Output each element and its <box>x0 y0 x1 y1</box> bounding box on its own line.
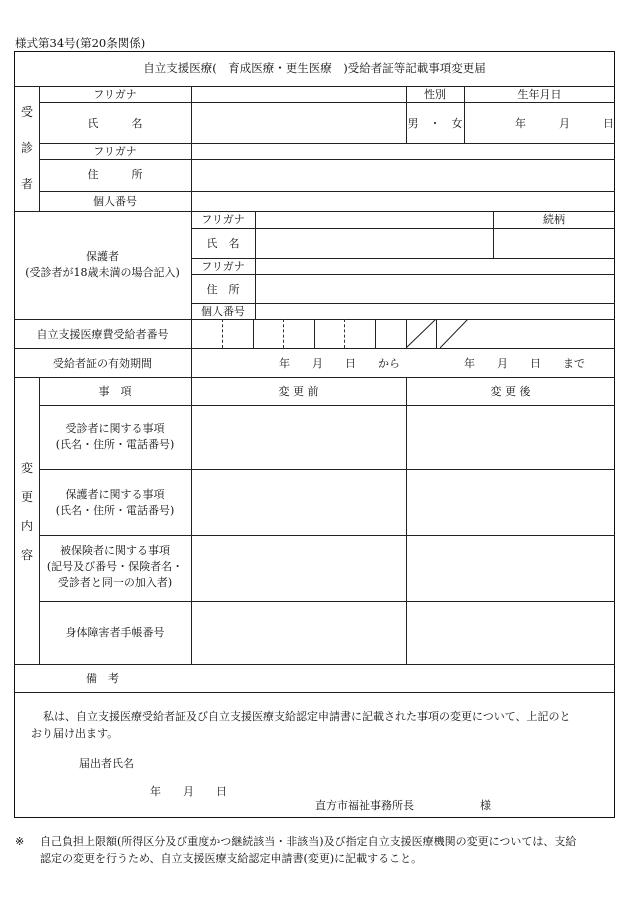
guardian-address-input[interactable] <box>256 275 614 303</box>
patient-address-input[interactable] <box>192 160 614 191</box>
guardian-name-label: 氏 名 <box>206 237 240 250</box>
sex-label: 性別 <box>424 88 446 101</box>
section-char: 診 <box>20 141 33 155</box>
validity-label: 受給者証の有効期間 <box>53 357 152 370</box>
guardian-name-input[interactable] <box>256 229 492 258</box>
section-char: 容 <box>20 548 33 562</box>
section-char: 変 <box>20 461 33 475</box>
submit-date[interactable]: 年 月 日 <box>150 785 227 798</box>
footnote-line2: 認定の変更を行うため、自立支援医療支給認定申請書(変更)に記載すること。 <box>40 852 423 865</box>
change-after-input[interactable] <box>407 406 614 469</box>
change-row-label: 身体障害者手帳番号 <box>65 626 165 639</box>
patient-furigana2-label: フリガナ <box>93 145 137 158</box>
change-after-input[interactable] <box>407 536 614 601</box>
guardian-furigana2-label: フリガナ <box>201 260 245 273</box>
submitter-name-input[interactable] <box>150 752 450 772</box>
section-char: 受 <box>20 105 33 119</box>
change-before-input[interactable] <box>192 602 405 664</box>
guardian-id-label: 個人番号 <box>201 305 245 318</box>
section-char: 者 <box>20 177 33 191</box>
change-after-input[interactable] <box>407 602 614 664</box>
change-row-label: 受診者に関する事項 <box>65 422 165 435</box>
remarks-label: 備 考 <box>86 672 119 685</box>
rule <box>39 377 40 664</box>
rule <box>14 377 615 378</box>
patient-id-input[interactable] <box>192 192 614 211</box>
patient-name-label: 氏 名 <box>87 117 143 130</box>
change-before-input[interactable] <box>192 406 405 469</box>
patient-address-label: 住 所 <box>87 168 143 181</box>
change-before-input[interactable] <box>192 536 405 601</box>
sex-options[interactable]: 男 ・ 女 <box>407 117 463 130</box>
change-row-label: 保護者に関する事項 <box>65 488 165 501</box>
declaration-line2: おり届け出ます。 <box>31 727 119 740</box>
col-after-header: 変 更 後 <box>490 385 531 398</box>
guardian-label: 保護者 <box>86 250 119 263</box>
patient-section-label <box>20 106 34 190</box>
change-row-label: 被保険者に関する事項 <box>60 544 170 557</box>
patient-id-label: 個人番号 <box>93 195 137 208</box>
footnote-mark: ※ <box>15 835 25 848</box>
remarks-input[interactable] <box>192 665 614 692</box>
change-before-input[interactable] <box>192 470 405 535</box>
slash-mark <box>440 319 615 349</box>
patient-furigana-input[interactable] <box>192 87 405 102</box>
patient-furigana-label: フリガナ <box>93 88 137 101</box>
rule <box>14 692 615 693</box>
validity-from[interactable]: 年 月 日 から <box>279 357 400 370</box>
validity-to[interactable]: 年 月 日 まで <box>464 357 585 370</box>
change-row-sublabel: (記号及び番号・保険者名・ <box>46 560 184 573</box>
col-before-header: 変 更 前 <box>278 385 319 398</box>
footnote-line1: 自己負担上限額(所得区分及び重度かつ継続該当・非該当)及び指定自立支援医療機関の変更については、支給 <box>40 835 577 848</box>
recipient-number-input[interactable] <box>192 320 436 348</box>
relation-input[interactable] <box>494 229 614 258</box>
honorific: 様 <box>480 799 491 812</box>
recipient-number-label: 自立支援医療費受給者番号 <box>36 328 169 341</box>
rule <box>14 211 615 212</box>
section-char: 更 <box>20 490 33 504</box>
col-item-header: 事 項 <box>98 385 132 398</box>
changes-section-label <box>20 462 34 561</box>
guardian-note: (受診者が18歳未満の場合記入) <box>25 266 180 279</box>
change-after-input[interactable] <box>407 470 614 535</box>
declaration-line1: 私は、自立支援医療受給者証及び自立支援医療支給認定申請書に記載された事項の変更について、上記のと <box>43 710 571 723</box>
guardian-furigana-label: フリガナ <box>201 213 245 226</box>
submitter-label: 届出者氏名 <box>79 757 134 770</box>
form-title: 自立支援医療( 育成医療・更生医療 )受給者証等記載事項変更届 <box>143 61 486 75</box>
dob-label: 生年月日 <box>517 88 562 101</box>
section-char: 内 <box>20 519 33 533</box>
patient-name-input[interactable] <box>192 103 405 143</box>
guardian-address-label: 住 所 <box>206 283 240 296</box>
relation-label: 続柄 <box>543 213 565 226</box>
rule <box>39 143 615 144</box>
change-row-sublabel: (氏名・住所・電話番号) <box>55 438 175 451</box>
change-row-sublabel: 受診者と同一の加入者) <box>57 576 173 589</box>
form-number: 様式第34号(第20条関係) <box>15 36 146 50</box>
change-row-sublabel: (氏名・住所・電話番号) <box>55 504 175 517</box>
addressee: 直方市福祉事務所長 <box>315 799 414 812</box>
dob-field[interactable]: 年 月 日 <box>515 117 614 130</box>
